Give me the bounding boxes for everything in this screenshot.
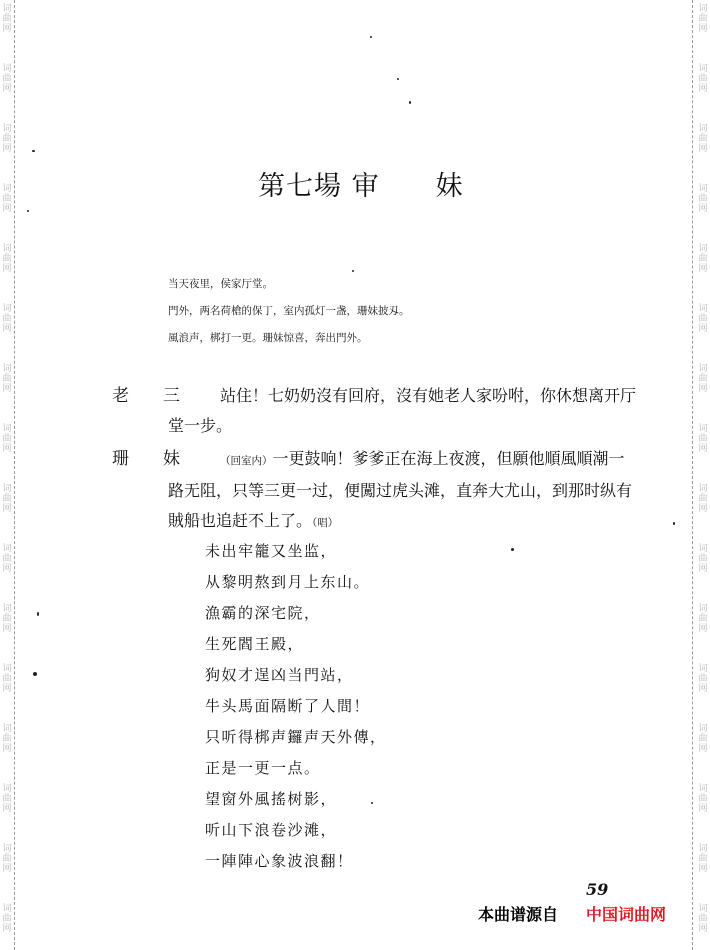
verse-line: 只听得梆声鑼声天外傳，	[205, 728, 387, 746]
scan-speck	[32, 150, 35, 152]
watermark-text: 词 曲 网	[2, 424, 12, 454]
verse-line: 望窗外風搖树影，	[205, 790, 338, 808]
watermark-text: 词 曲 网	[2, 544, 12, 574]
verse-line: 听山下浪卷沙滩，	[205, 821, 338, 839]
watermark-text: 词 曲 网	[2, 4, 12, 34]
watermark-text: 词 曲 网	[2, 484, 12, 514]
song-verse	[205, 536, 505, 877]
verse-line: 正是一更一点。	[205, 759, 321, 777]
watermark-text: 词 曲 网	[2, 904, 12, 934]
watermark-text: 词 曲 网	[2, 244, 12, 274]
watermark-text: 词 曲 网	[698, 784, 708, 814]
verse-line: 一陣陣心象波浪翻！	[205, 852, 354, 870]
right-margin-line	[692, 0, 693, 950]
scene-title: 第七場 审 妹	[258, 171, 464, 202]
watermark-text: 词 曲 网	[698, 664, 708, 694]
watermark-text: 词 曲 网	[698, 124, 708, 154]
watermark-text: 词 曲 网	[2, 784, 12, 814]
watermark-text: 词 曲 网	[2, 184, 12, 214]
source-label: 本曲谱源自	[478, 905, 559, 924]
speaker-shan-mei: 珊 妹	[112, 449, 180, 469]
stage-direction-3: 風浪声，梆打一更。珊妹惊喜，奔出門外。	[168, 332, 368, 344]
verse-line: 未出牢籠又坐监，	[205, 542, 338, 560]
scan-speck	[673, 522, 675, 525]
scan-speck	[397, 78, 399, 80]
scan-speck	[37, 612, 39, 616]
verse-line: 牛头馬面隔断了人間！	[205, 697, 371, 715]
verse-line: 漁霸的深宅院，	[205, 604, 321, 622]
watermark-text: 词 曲 网	[698, 424, 708, 454]
watermark-text: 词 曲 网	[2, 124, 12, 154]
scan-speck	[33, 672, 37, 676]
watermark-text: 词 曲 网	[698, 544, 708, 574]
watermark-text: 词 曲 网	[698, 4, 708, 34]
speaker-lao-san: 老 三	[112, 386, 180, 406]
scan-speck	[511, 548, 514, 551]
watermark-text: 词 曲 网	[698, 64, 708, 94]
watermark-text: 词 曲 网	[698, 184, 708, 214]
scan-speck	[27, 210, 29, 212]
left-margin-line	[14, 0, 15, 950]
scan-speck	[371, 802, 373, 804]
watermark-text: 词 曲 网	[698, 844, 708, 874]
scan-speck	[352, 270, 354, 272]
watermark-text: 词 曲 网	[698, 304, 708, 334]
verse-line: 生死閻王殿，	[205, 635, 305, 653]
stage-aside-return-to-room: （回室内）	[220, 455, 273, 467]
verse-line: 狗奴才逞凶当門站，	[205, 666, 354, 684]
watermark-text: 词 曲 网	[698, 604, 708, 634]
watermark-text: 词 曲 网	[698, 364, 708, 394]
verse-line: 从黎明熬到月上东山。	[205, 573, 371, 591]
speech-lao-san: 站住！七奶奶沒有回府，沒有她老人家吩咐，你休想离开厅堂一步。	[168, 386, 637, 435]
stage-direction-2: 門外，两名荷槍的保丁，室内孤灯一盏，珊妹披刄。	[168, 305, 410, 317]
speech-shan-mei-text: 一更鼓响！爹爹正在海上夜渡，但願他順風順潮一路无阻，只等三更一过，便闖过虎头滩，直奔大尤山，到那时纵有賊船也追赶不上了。	[168, 449, 633, 530]
watermark-text: 词 曲 网	[698, 244, 708, 274]
watermark-text: 词 曲 网	[2, 844, 12, 874]
stage-aside-sing: （唱）	[312, 517, 339, 529]
watermark-text: 词 曲 网	[2, 364, 12, 394]
watermark-text: 词 曲 网	[2, 304, 12, 334]
watermark-text: 词 曲 网	[2, 604, 12, 634]
scan-speck	[370, 36, 372, 38]
watermark-text: 词 曲 网	[698, 724, 708, 754]
page-number: 59	[586, 880, 609, 899]
watermark-text: 词 曲 网	[698, 484, 708, 514]
watermark-text: 词 曲 网	[2, 664, 12, 694]
stage-direction-1: 当天夜里，侯家厅堂。	[168, 278, 273, 290]
watermark-text: 词 曲 网	[698, 904, 708, 934]
left-watermark-column	[0, 0, 14, 950]
watermark-text: 词 曲 网	[2, 64, 12, 94]
scan-speck	[409, 101, 411, 104]
speech-shan-mei	[168, 444, 640, 538]
watermark-text: 词 曲 网	[2, 724, 12, 754]
right-watermark-column	[696, 0, 710, 950]
source-site-link[interactable]: 中国词曲网	[586, 905, 667, 924]
